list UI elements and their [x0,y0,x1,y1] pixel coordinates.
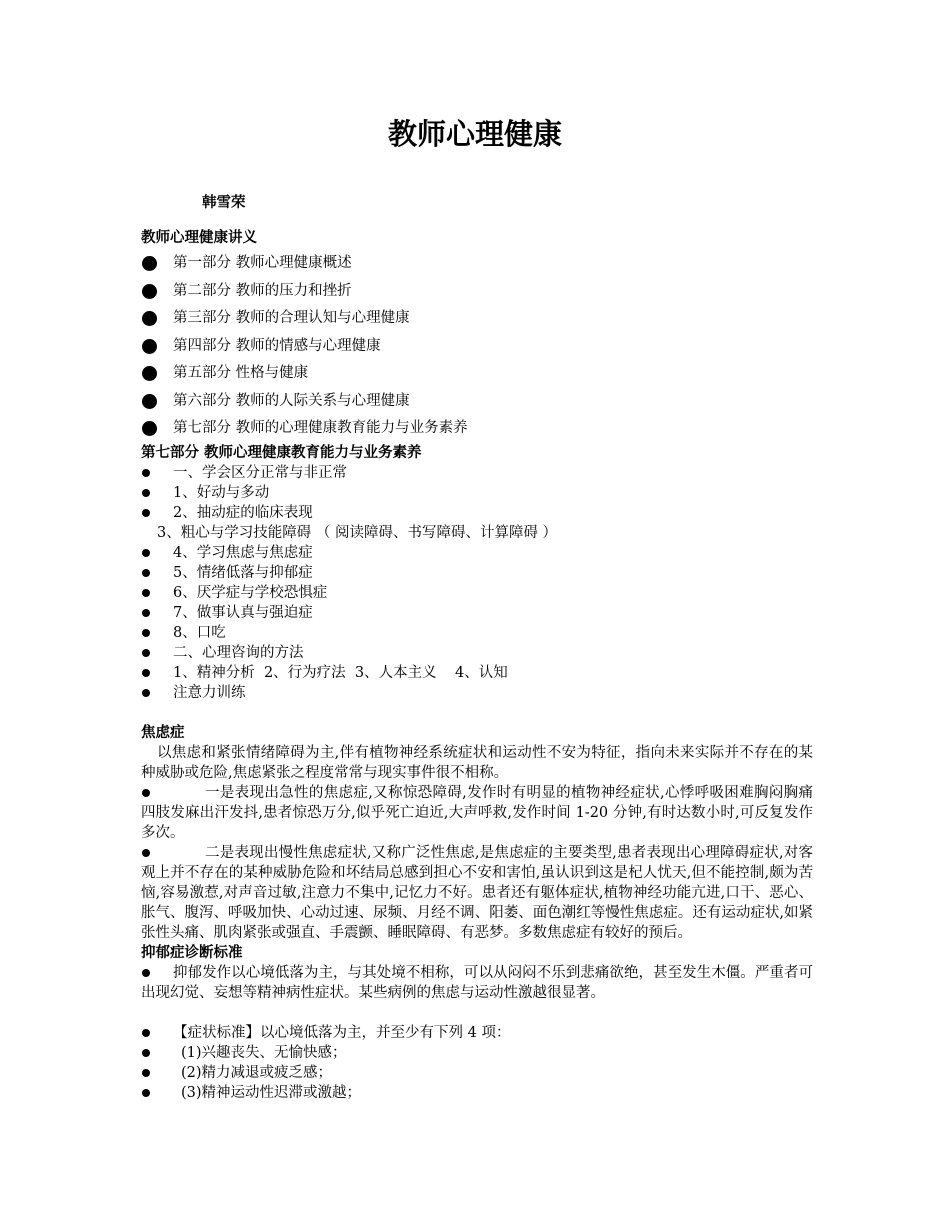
list-item: 3、粗心与学习技能障碍 （ 阅读障碍、书写障碍、计算障碍 ） [157,524,558,541]
toc-item: 第四部分 教师的情感与心理健康 [141,333,813,361]
bullet-icon [142,649,150,657]
document-body [141,228,813,1103]
list-item: 1、好动与多动 [141,483,813,503]
list-item: (3)精神运动性迟滞或激越； [141,1083,813,1103]
bullet-icon [142,669,150,677]
bullet-icon [142,609,150,617]
toc-item: 第五部分 性格与健康 [141,360,813,388]
depression-criteria-list [141,1023,813,1103]
bullet-icon [142,549,150,557]
bullet-icon [142,1069,150,1077]
list-item: 【症状标准】以心境低落为主，并至少有下列 4 项： [141,1023,813,1043]
list-item: 6、厌学症与学校恐惧症 [141,583,813,603]
bullet-icon [142,1049,150,1057]
bullet-icon [142,311,157,326]
list-item: 2、抽动症的临床表现 [141,503,813,523]
bullet-icon [142,421,157,436]
bullet-icon [142,629,150,637]
bullet-icon [142,469,150,477]
bullet-icon [142,509,150,517]
bullet-icon [142,1089,150,1097]
list-item: 一、学会区分正常与非正常 [141,463,813,483]
toc-item: 第七部分 教师的心理健康教育能力与业务素养 [141,415,813,443]
depression-heading: 抑郁症诊断标准 [141,944,243,961]
anxiety-acute-paragraph: 一是表现出急性的焦虑症,又称惊恐障碍,发作时有明显的植物神经症状,心悸呼吸困难胸闷胸痛四肢发麻出汗发抖,患者惊恐万分,似乎死亡迫近,大声呼救,发作时间 1-20 分钟,有时达数小时,可反复发作多次。 [141,784,813,841]
list-item: 二、心理咨询的方法 [141,643,813,663]
list-item: (2)精力减退或疲乏感； [141,1063,813,1083]
bullet-icon [142,969,150,977]
document-title: 教师心理健康 [387,117,562,151]
bullet-icon [142,366,157,381]
toc-item: 第一部分 教师心理健康概述 [141,250,813,278]
list-item: 4、学习焦虑与焦虑症 [141,543,813,563]
part7-list [141,463,813,703]
bullet-icon [142,394,157,409]
bullet-icon [142,256,157,271]
bullet-icon [142,284,157,299]
toc-list [141,250,813,443]
bullet-icon [142,339,157,354]
bullet-icon [142,849,150,857]
toc-item: 第二部分 教师的压力和挫折 [141,278,813,306]
bullet-icon [142,489,150,497]
anxiety-heading: 焦虑症 [141,724,185,741]
toc-item: 第三部分 教师的合理认知与心理健康 [141,305,813,333]
depression-intro-paragraph: 抑郁发作以心境低落为主，与其处境不相称，可以从闷闷不乐到悲痛欲绝，甚至发生木僵。严重者可出现幻觉、妄想等精神病性症状。某些病例的焦虑与运动性激越很显著。 [141,964,813,1001]
anxiety-intro-paragraph: 以焦虑和紧张情绪障碍为主,伴有植物神经系统症状和运动性不安为特征，指向未来实际并不存在的某种威胁或危险,焦虑紧张之程度常常与现实事件很不相称。 [141,744,813,781]
list-item: 7、做事认真与强迫症 [141,603,813,623]
list-item: 1、精神分析 2、行为疗法 3、人本主义 4、认知 [141,663,813,683]
anxiety-chronic-paragraph: 二是表现出慢性焦虑症状,又称广泛性焦虑,是焦虑症的主要类型,患者表现出心理障碍症状,对客观上并不存在的某种威胁危险和坏结局总感到担心不安和害怕,虽认识到这是杞人忧天,但不能控制,颇为苦恼,容易激惹,对声音过敏,注意力不集中,记忆力不好。患者还有躯体症状,植物神经功能亢进,口干、恶心、胀气、腹泻、呼吸加快、心动过速、尿频、月经不调、阳萎、面色潮红等慢性焦虑症。还有运动症状,如紧张性头痛、肌肉紧张或强直、手震颤、睡眠障碍、有恶梦。多数焦虑症有较好的预后。 [141,844,813,941]
part7-heading: 第七部分 教师心理健康教育能力与业务素养 [141,444,422,461]
list-item: 8、口吃 [141,623,813,643]
list-item: (1)兴趣丧失、无愉快感； [141,1043,813,1063]
bullet-icon [142,789,150,797]
list-item: 注意力训练 [141,683,813,703]
author-name: 韩雪荣 [202,195,246,211]
bullet-icon [142,1029,150,1037]
bullet-icon [142,569,150,577]
bullet-icon [142,589,150,597]
toc-heading: 教师心理健康讲义 [141,230,257,246]
bullet-icon [142,689,150,697]
toc-item: 第六部分 教师的人际关系与心理健康 [141,388,813,416]
list-item: 5、情绪低落与抑郁症 [141,563,813,583]
